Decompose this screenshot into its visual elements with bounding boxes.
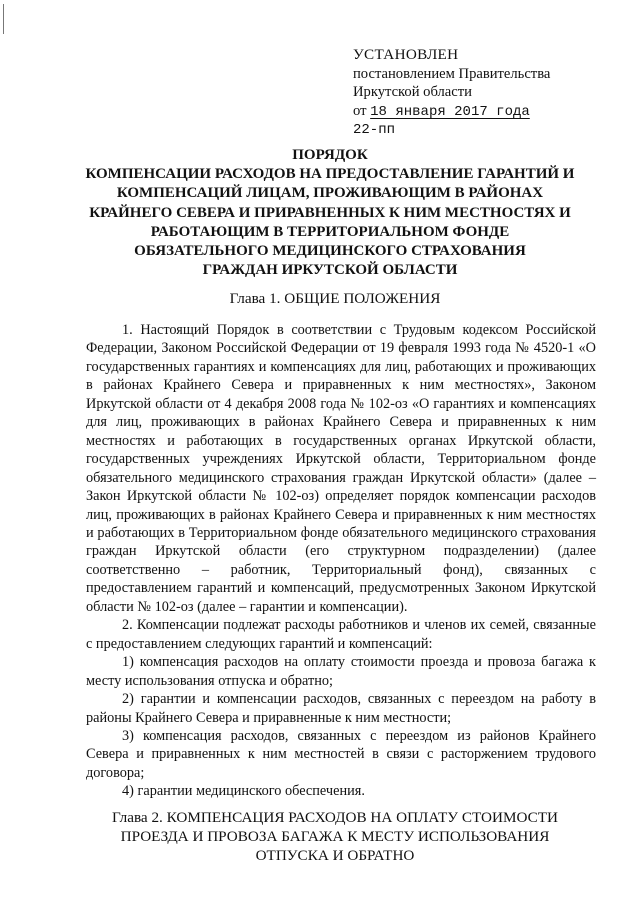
approval-line-2: Иркутской области <box>353 84 472 100</box>
chapter-2-line: ОТПУСКА И ОБРАТНО <box>255 847 415 864</box>
title-line: КРАЙНЕГО СЕВЕРА И ПРИРАВНЕННЫХ К НИМ МЕСТНОСТЯХ И <box>89 204 571 221</box>
scan-edge-mark <box>3 4 4 34</box>
list-item: 1) компенсация расходов на оплату стоимости проезда и провоза багажа к месту использования отпуска и обратно; <box>86 654 596 689</box>
approval-heading: УСТАНОВЛЕН <box>353 46 459 63</box>
chapter-1-heading: Глава 1. ОБЩИЕ ПОЛОЖЕНИЯ <box>229 290 441 307</box>
title-line: КОМПЕНСАЦИЙ ЛИЦАМ, ПРОЖИВАЮЩИМ В РАЙОНАХ <box>116 185 544 202</box>
approval-line-1: постановлением Правительства <box>353 65 551 82</box>
document-body <box>86 321 596 801</box>
list-item: 2) гарантии и компенсации расходов, связанных с переездом на работу в районы Крайнего Севера и приравненные к ним местности; <box>86 691 596 726</box>
approval-date-line <box>353 102 550 122</box>
title-line: КОМПЕНСАЦИИ РАСХОДОВ НА ПРЕДОСТАВЛЕНИЕ ГАРАНТИЙ И <box>85 166 575 183</box>
approval-date: 18 января 2017 года <box>370 103 530 120</box>
approval-from-prefix: от <box>353 102 367 119</box>
approval-number: 22-пп <box>353 122 396 138</box>
paragraph: 2. Компенсации подлежат расходы работников и членов их семей, связанные с предоставлением следующих гарантий и компенсаций: <box>86 617 596 652</box>
list-item: 4) гарантии медицинского обеспечения. <box>122 783 365 800</box>
chapter-2-line: ПРОЕЗДА И ПРОВОЗА БАГАЖА К МЕСТУ ИСПОЛЬЗОВАНИЯ <box>120 828 550 845</box>
chapter-2-heading <box>80 808 590 865</box>
approval-block <box>353 46 550 140</box>
list-item: 3) компенсация расходов, связанных с переездом из районов Крайнего Севера и приравненных к ним местностей в связи с расторжением трудового договора; <box>86 727 596 781</box>
title-line: ГРАЖДАН ИРКУТСКОЙ ОБЛАСТИ <box>202 262 458 279</box>
paragraph: 1. Настоящий Порядок в соответствии с Трудовым кодексом Российской Федерации, Законом Российской Федерации от 19 февраля 1993 года № 4520-1 «О государственных гарантиях и компенсациях для лиц, работающих и проживающих в районах Крайнего Севера и приравненных к ним местностях», Законом Иркутской области от 4 декабря 2008 года № 102-оз «О гарантиях и компенсациях для лиц, проживающих в районах Крайнего Севера и приравненных к ним местностях и работающих в государственных органах Иркутской области, государственных учреждениях Иркутской области, Территориальном фонде обязательного медицинского страхования граждан Иркутской области» (далее – Закон Иркутской области № 102-оз) определяет порядок компенсации расходов лиц, проживающих в районах Крайнего Севера и приравненных к ним местностях и работающих в Территориальном фонде обязательного медицинского страхования граждан Иркутской области (его структурном подразделении) (далее соответственно – работник, Территориальный фонд), связанных с предоставлением гарантий и компенсаций, предусмотренных Законом Иркутской области № 102-оз (далее – гарантии и компенсации). <box>86 322 596 615</box>
title-line: ПОРЯДОК <box>292 147 368 163</box>
chapter-2-line: Глава 2. КОМПЕНСАЦИЯ РАСХОДОВ НА ОПЛАТУ СТОИМОСТИ <box>111 809 558 826</box>
title-line: ОБЯЗАТЕЛЬНОГО МЕДИЦИНСКОГО СТРАХОВАНИЯ <box>134 243 526 260</box>
document-title <box>70 146 590 280</box>
title-line: РАБОТАЮЩИМ В ТЕРРИТОРИАЛЬНОМ ФОНДЕ <box>150 223 510 240</box>
